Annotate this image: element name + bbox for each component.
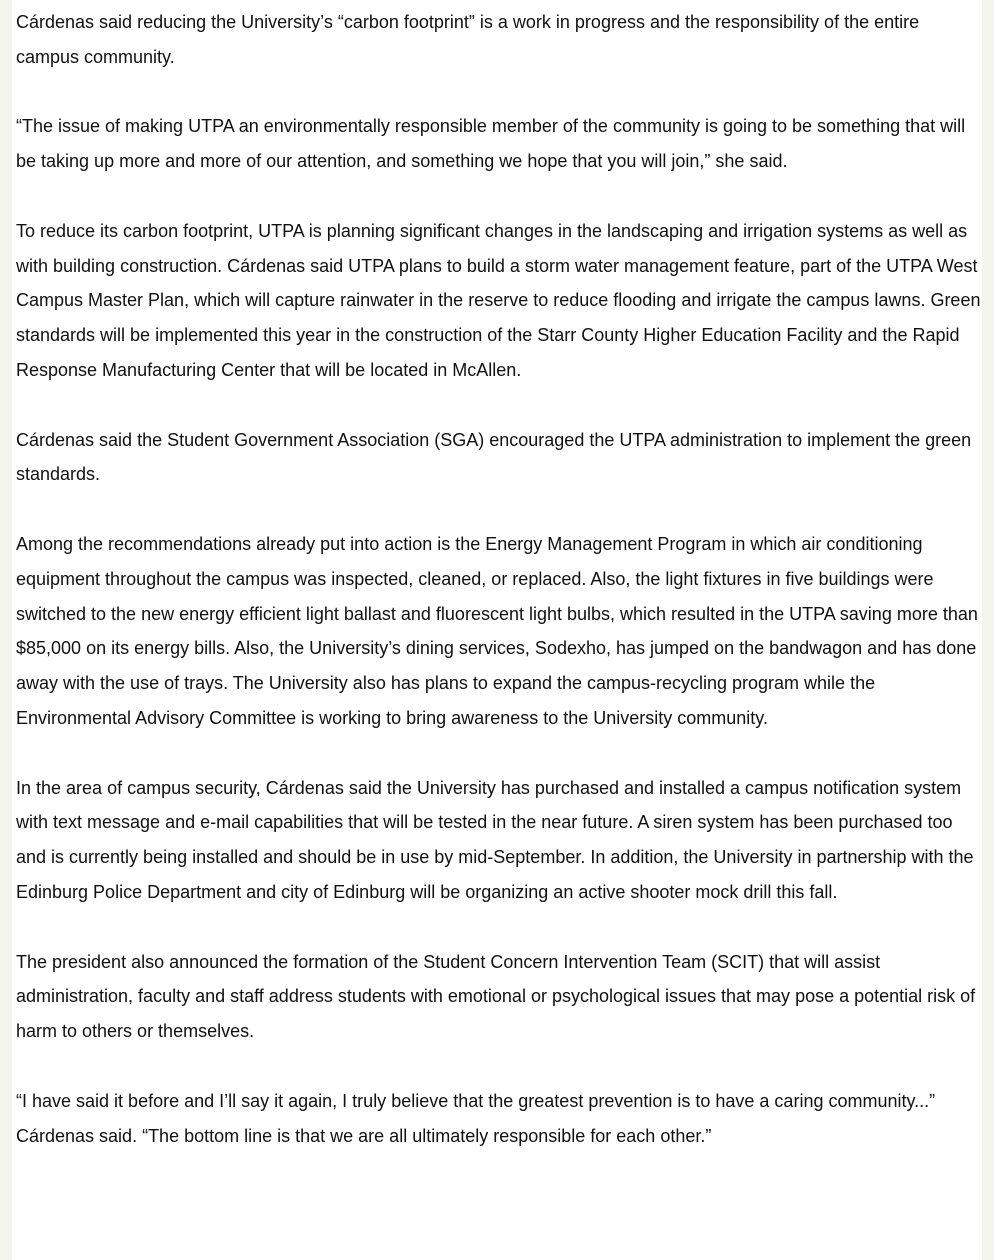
- paragraph-landscaping-construction: To reduce its carbon footprint, UTPA is planning significant changes in the landscaping and irrigation systems as well as with building construction. Cárdenas said UTPA plans to build a storm water management feature, part of the UTPA West Campus Master Plan, which will capture rainwater in the reserve to reduce flooding and irrigate the campus lawns. Green standards will be implemented this year in the construction of the Starr County Higher Education Facility and the Rapid Response Manufacturing Center that will be located in McAllen.: [16, 220, 981, 380]
- paragraph-carbon-footprint: Cárdenas said reducing the University’s “carbon footprint” is a work in progress and the responsibility of the entire campus community.: [16, 12, 920, 67]
- paragraph-sga-green-standards: Cárdenas said the Student Government Association (SGA) encouraged the UTPA administration to implement the green standards.: [16, 429, 972, 485]
- article-body: [12, 0, 982, 1153]
- paragraph-scit: The president also announced the formation of the Student Concern Intervention Team (SCIT) that will assist administration, faculty and staff address students with emotional or psychological issues that may pose a potential risk of harm to others or themselves.: [16, 951, 976, 1042]
- paragraph-closing-quote: “I have said it before and I’ll say it again, I truly believe that the greatest prevention is to have a caring community...” Cárdenas said. “The bottom line is that we are all ultimately responsible for each other.”: [16, 1090, 936, 1146]
- document-page: [12, 0, 982, 1260]
- paragraph-environment-quote: “The issue of making UTPA an environmentally responsible member of the community is going to be something that will be taking up more and more of our attention, and something we hope that you will join,” she said.: [16, 116, 966, 172]
- paragraph-energy-management: Among the recommendations already put into action is the Energy Management Program in which air conditioning equipment throughout the campus was inspected, cleaned, or replaced. Also, the light fixtures in five buildings were switched to the new energy efficient light ballast and fluorescent light bulbs, which resulted in the UTPA saving more than $85,000 on its energy bills. Also, the University’s dining services, Sodexho, has jumped on the bandwagon and has done away with the use of trays. The University also has plans to expand the campus-recycling program while the Environmental Advisory Committee is working to bring awareness to the University community.: [16, 533, 978, 728]
- paragraph-campus-security: In the area of campus security, Cárdenas said the University has purchased and installed a campus notification system with text message and e-mail capabilities that will be tested in the near future. A siren system has been purchased too and is currently being installed and should be in use by mid-September. In addition, the University in partnership with the Edinburg Police Department and city of Edinburg will be organizing an active shooter mock drill this fall.: [16, 777, 974, 902]
